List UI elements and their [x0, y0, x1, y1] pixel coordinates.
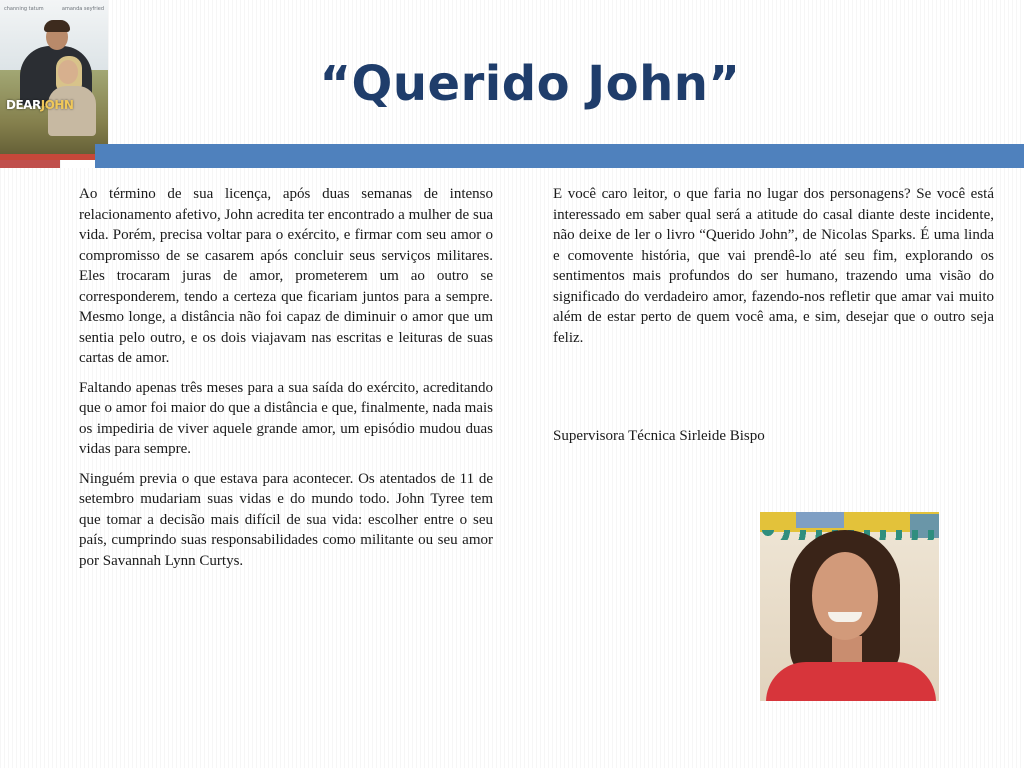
poster-credits — [4, 6, 104, 12]
photo-smile — [828, 612, 862, 622]
poster-woman-head — [58, 60, 78, 84]
photo-face — [812, 552, 878, 640]
poster-man-hair — [44, 20, 70, 32]
poster-credit-right: amanda seyfried — [61, 6, 104, 12]
left-paragraph-2: Faltando apenas três meses para a sua saída do exército, acreditando que o amor foi maior do que a distância e que, finalmente, nada mais os impediria de viver aquele grande amor, um episódio mudou duas vidas para sempre. — [79, 379, 493, 457]
accent-red-bar — [0, 160, 60, 168]
right-text-column — [553, 184, 994, 357]
photo-shirt — [766, 662, 936, 701]
left-paragraph-1: Ao término de sua licença, após duas semanas de intenso relacionamento afetivo, John acredita ter encontrado a mulher de sua vida. Porém, precisa voltar para o exército, e firmar com seu amor o compromisso de se casarem após concluir seus serviços militares. Eles trocaram juras de amor, prometerem um ao outro se corresponderem, tendo a certeza que ficariam juntos para a sempre. Mesmo longe, a distância não foi capaz de diminuir o amor que um sentia pelo outro, e os dois viajavam nas escritas e leituras de suas cartas de amor. — [79, 186, 493, 366]
author-photo — [760, 512, 939, 701]
left-text-column — [79, 184, 493, 580]
accent-gap — [64, 160, 95, 168]
slide-title: “Querido John” — [319, 56, 741, 112]
poster-credit-left: channing tatum — [4, 6, 44, 12]
poster-logo — [6, 98, 73, 112]
poster-logo-part1: DEAR — [6, 98, 41, 112]
right-paragraph: E você caro leitor, o que faria no lugar dos personagens? Se você está interessado em saber qual será a atitude do casal diante deste incidente, não deixe de ler o livro “Querido John”, de Nicolas Sparks. É uma linda e comovente história, que vai prendê-lo até seu fim, explorando os sentimentos mais profundos do ser humano, trazendo uma visão do significado do verdadeiro amor, fazendo-nos refletir que amar vai muito além de estar perto de quem você ama, e sim, desejar que o outro seja feliz. — [553, 186, 994, 346]
movie-poster — [0, 0, 108, 160]
title-divider-bar — [95, 144, 1024, 168]
left-paragraph-3: Ninguém previa o que estava para acontecer. Os atentados de 11 de setembro mudariam suas vidas e do mundo todo. John Tyree tem que tomar a decisão mais difícil de sua vida: escolher entre o seu país, cumprindo suas responsabilidades como militante ou seu amor por Savannah Lynn Curtys. — [79, 470, 493, 569]
photo-wall-picture — [796, 512, 844, 528]
poster-logo-part2: JOHN — [40, 98, 74, 112]
author-signature: Supervisora Técnica Sirleide Bispo — [553, 428, 765, 444]
